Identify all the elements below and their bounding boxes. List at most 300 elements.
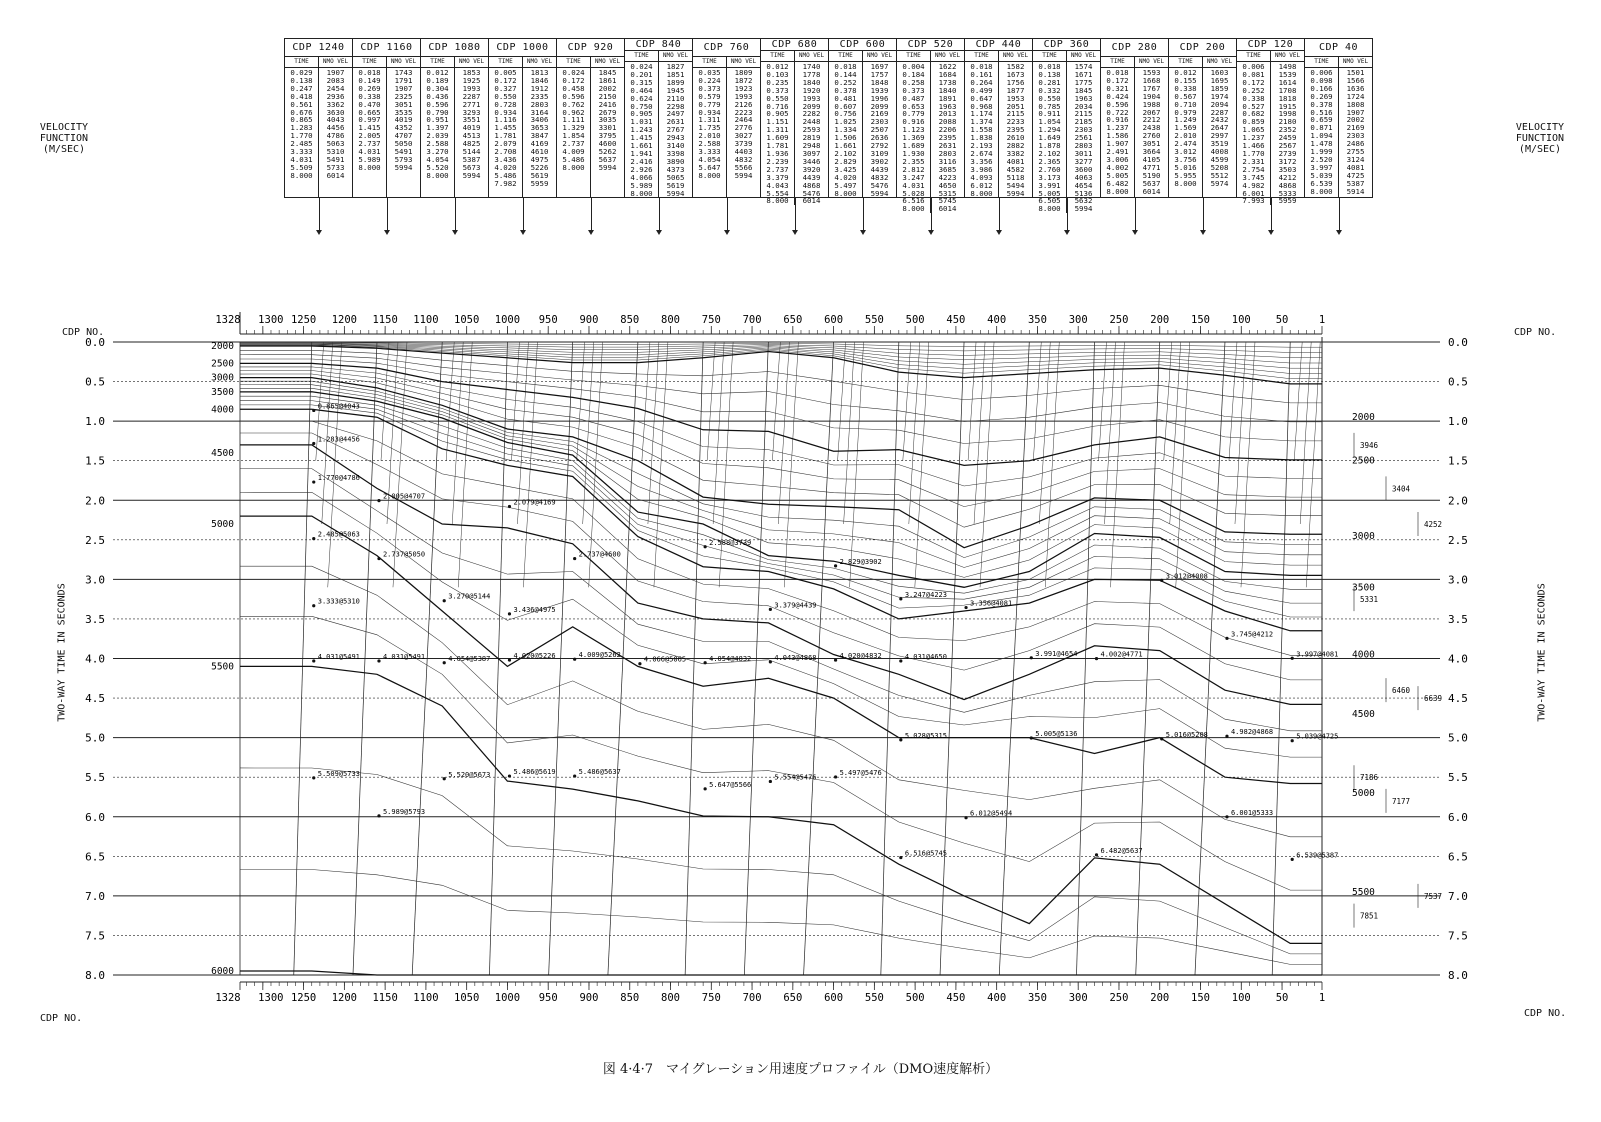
- pick-marker: [899, 659, 902, 662]
- pick-annotation: 5.039@4725: [1296, 732, 1339, 741]
- vel-header: NMO VEL: [662, 52, 689, 59]
- function-trace-minor: [1033, 342, 1041, 461]
- time-tick-label-left: 4.5: [85, 692, 105, 706]
- pick-annotation: 3.379@4439: [774, 601, 817, 610]
- cdp-tick-label-bottom: 1000: [494, 992, 521, 1004]
- pick-annotation: 4.054@5387: [448, 654, 491, 663]
- pick-annotation: 4.031@5491: [382, 652, 426, 661]
- vel-header: NMO VEL: [526, 58, 553, 65]
- function-trace-minor: [517, 342, 528, 524]
- y-axis-title-left: TWO-WAY TIME IN SECONDS: [56, 583, 68, 722]
- pick-annotation: 6.516@5745: [904, 849, 947, 858]
- velocity-values: 1907 2083 2454 2936 3362 3630 4043 4456 4786 5063 5310 5491 5733 6014: [326, 68, 345, 180]
- time-header: TIME: [1033, 51, 1067, 61]
- y-axis-title-right: TWO-WAY TIME IN SECONDS: [1536, 583, 1548, 722]
- velocity-function-cdp: CDP 1080: [421, 39, 488, 57]
- pick-marker: [899, 856, 902, 859]
- function-trace-minor: [772, 342, 780, 461]
- time-header: TIME: [965, 51, 999, 61]
- cdp-tick-label-bottom: 1100: [413, 992, 439, 1004]
- function-trace-minor: [458, 342, 472, 587]
- velocity-contour-minor: [240, 870, 1322, 965]
- cdp-axis-label-top-left: CDP NO.: [62, 327, 105, 338]
- pick-annotation: 4.054@4832: [709, 654, 752, 663]
- vf-label-line: FUNCTION: [39, 133, 89, 144]
- cdp-tick-label-top: 1200: [331, 314, 358, 326]
- velocity-values: 1740 1778 1840 1920 1993 2099 2282 2448 2593 2819 2948 3097 3446 3920 4439 4868 5476 6014: [802, 62, 821, 206]
- time-tick-label-left: 5.0: [85, 731, 105, 745]
- cdp-tick-label-bottom: 700: [742, 992, 762, 1004]
- pick-marker: [1030, 736, 1033, 739]
- velocity-label-right: 5500: [1352, 886, 1375, 898]
- vel-header: NMO VEL: [322, 58, 349, 65]
- time-values: 0.018 0.138 0.281 0.332 0.550 0.785 0.911 1.054 1.294 1.649 1.878 2.102 2.365 2.760 3.173 3.991 5.005 6.505 8.000: [1033, 62, 1067, 213]
- velocity-function-cdp: CDP 920: [557, 39, 624, 57]
- time-header: TIME: [489, 57, 523, 67]
- function-trace-minor: [1294, 342, 1302, 461]
- cdp-tick-label-top: 800: [661, 314, 681, 326]
- cdp-tick-label-bottom: 600: [824, 992, 844, 1004]
- time-values: 0.012 0.155 0.338 0.567 0.710 0.979 1.249 1.569 2.010 2.474 3.012 3.756 5.016 5.955 8.000: [1169, 68, 1203, 197]
- pick-annotation: 3.012@4008: [1165, 572, 1208, 581]
- velocity-label-right: 2000: [1352, 412, 1375, 424]
- cdp-tick-label-top: 100: [1231, 314, 1251, 326]
- pick-marker: [1291, 858, 1294, 861]
- pick-annotation: 3.333@5310: [317, 597, 360, 606]
- pick-marker: [1225, 815, 1228, 818]
- cdp-tick-label-bottom: 1: [1318, 992, 1326, 1004]
- velocity-label-left: 6000: [211, 966, 234, 978]
- function-trace-minor: [1176, 342, 1190, 587]
- pick-annotation: 5.005@5136: [1035, 730, 1078, 739]
- function-trace-minor: [1111, 342, 1125, 587]
- time-header: TIME: [1101, 57, 1135, 67]
- velocity-contour: [240, 666, 1322, 943]
- velocity-label-outer: 7177: [1392, 796, 1411, 806]
- cdp-tick-label-top: 950: [538, 314, 558, 326]
- vf-label-line: (M/SEC): [1518, 144, 1562, 155]
- velocity-label-left: 2000: [211, 340, 234, 352]
- cdp-tick-label-top: 600: [824, 314, 844, 326]
- time-tick-label-right: 7.0: [1448, 889, 1468, 903]
- pick-annotation: 0.865@4043: [317, 402, 360, 411]
- function-trace-minor: [648, 342, 659, 524]
- pick-marker: [1160, 579, 1163, 582]
- pick-annotation: 2.737@4600: [578, 550, 621, 559]
- vel-header: NMO VEL: [866, 52, 893, 59]
- time-tick-label-right: 3.5: [1448, 612, 1468, 626]
- velocity-label-outer: 4252: [1424, 519, 1443, 529]
- pick-annotation: 3.270@5144: [448, 592, 491, 601]
- velocity-label-right: 4000: [1352, 649, 1375, 661]
- pick-annotation: 3.436@4975: [513, 605, 556, 614]
- pick-marker: [834, 775, 837, 778]
- pick-annotation: 5.016@5208: [1165, 730, 1208, 739]
- pick-marker: [573, 658, 576, 661]
- velocity-contour: [240, 971, 1322, 975]
- velocity-label-left: 5500: [211, 661, 234, 673]
- function-trace-minor: [784, 342, 798, 587]
- function-trace-minor: [707, 342, 715, 461]
- cdp-tick-label-top: 450: [946, 314, 966, 326]
- time-values: 0.035 0.224 0.373 0.579 0.779 0.934 1.311 1.735 2.010 2.588 3.333 4.054 5.647 8.000: [693, 68, 727, 197]
- cdp-tick-label-bottom: 850: [620, 992, 640, 1004]
- cdp-tick-label-top: 1000: [494, 314, 521, 326]
- function-trace-minor: [1099, 342, 1107, 461]
- vel-header: NMO VEL: [1342, 58, 1369, 65]
- time-tick-label-left: 1.0: [85, 415, 105, 429]
- time-tick-label-right: 0.0: [1448, 336, 1468, 349]
- vel-header: NMO VEL: [1206, 58, 1233, 65]
- velocity-label-outer: 3404: [1392, 484, 1411, 494]
- function-trace-minor: [328, 342, 342, 587]
- time-tick-label-left: 3.0: [85, 573, 105, 587]
- pick-marker: [1095, 853, 1098, 856]
- pick-marker: [769, 780, 772, 783]
- pick-annotation: 5.028@5315: [904, 731, 947, 740]
- vf-label-line: (M/SEC): [42, 144, 86, 155]
- cdp-tick-label-top: 1: [1318, 314, 1326, 326]
- time-values: 0.006 0.081 0.172 0.252 0.338 0.527 0.682 0.859 1.065 1.237 1.466 1.770 2.331 2.754 3.745 4.982 6.001 7.993: [1237, 62, 1271, 205]
- pick-marker: [899, 738, 902, 741]
- pick-annotation: 5.989@5793: [382, 807, 426, 816]
- time-tick-label-left: 7.0: [85, 889, 105, 903]
- time-tick-label-left: 2.0: [85, 494, 105, 508]
- cdp-axis-label-bottom-left: CDP NO.: [40, 1013, 83, 1024]
- pick-annotation: 5.486@5619: [513, 768, 556, 777]
- time-tick-label-left: 3.5: [85, 612, 105, 626]
- velocity-contour: [240, 378, 1322, 548]
- function-trace-minor: [713, 342, 724, 524]
- pick-marker: [312, 442, 315, 445]
- pick-annotation: 5.554@5476: [774, 773, 817, 782]
- pick-marker: [1225, 735, 1228, 738]
- velocity-values: 1845 1861 2002 2150 2416 2679 3035 3301 3795 4600 5262 5637 5994: [598, 68, 617, 172]
- time-values: 0.012 0.189 0.304 0.436 0.596 0.790 0.951 1.397 2.039 2.588 3.270 4.054 5.520 8.000: [421, 68, 455, 197]
- time-values: 0.018 0.149 0.269 0.338 0.470 0.665 0.997 1.415 2.005 2.737 4.031 5.989 8.000: [353, 68, 387, 197]
- cdp-tick-label-top: 400: [987, 314, 1007, 326]
- time-header: TIME: [1237, 51, 1271, 61]
- cdp-tick-label-top: 1150: [372, 314, 398, 326]
- velocity-values: 1501 1566 1636 1724 1808 1907 2002 2169 2303 2486 2755 3124 4081 4725 5387 5914: [1346, 68, 1365, 196]
- pick-marker: [1225, 637, 1228, 640]
- velocity-function-cdp: CDP 1240: [285, 39, 352, 57]
- pick-annotation: 5.520@5673: [448, 770, 491, 779]
- cdp-tick-label-bottom: 1328: [215, 992, 241, 1004]
- time-values: 0.018 0.172 0.321 0.424 0.596 0.722 0.916 1.237 1.586 1.907 2.491 3.006 4.002 5.005 6.482 8.000: [1101, 68, 1135, 197]
- velocity-label-right: 4500: [1352, 708, 1375, 720]
- pick-marker: [769, 660, 772, 663]
- pick-marker: [638, 662, 641, 665]
- pick-annotation: 2.737@5050: [382, 550, 426, 559]
- velocity-values: 1809 1872 1923 1993 2126 2223 2464 2776 3027 3739 4403 4832 5566 5994: [734, 68, 753, 180]
- time-values: 0.012 0.103 0.235 0.373 0.550 0.716 0.905 1.151 1.311 1.609 1.781 1.936 2.239 2.737 3.379 4.043 5.554 8.000: [761, 62, 795, 205]
- velocity-label-left: 4500: [211, 447, 234, 459]
- pick-marker: [377, 814, 380, 817]
- cdp-tick-label-top: 1050: [454, 314, 480, 326]
- cdp-tick-label-top: 650: [783, 314, 803, 326]
- pick-annotation: 2.005@4707: [382, 492, 426, 501]
- function-trace-minor: [1229, 342, 1237, 461]
- time-tick-label-left: 5.5: [85, 771, 105, 785]
- pick-annotation: 5.509@5733: [317, 769, 360, 778]
- time-tick-label-left: 6.0: [85, 810, 105, 824]
- cdp-tick-label-bottom: 900: [579, 992, 599, 1004]
- cdp-tick-label-top: 550: [864, 314, 884, 326]
- figure-caption: 図 4·4·7 マイグレーション用速度プロファイル（DMO速度解析）: [602, 1062, 999, 1077]
- pick-marker: [964, 816, 967, 819]
- time-tick-label-right: 5.0: [1448, 731, 1468, 745]
- cdp-tick-label-top: 1300: [258, 314, 284, 326]
- time-tick-label-left: 0.5: [85, 375, 105, 389]
- pick-annotation: 4.031@5491: [317, 652, 360, 661]
- cdp-tick-label-top: 150: [1191, 314, 1210, 326]
- vel-header: NMO VEL: [730, 58, 757, 65]
- time-values: 0.024 0.201 0.315 0.464 0.624 0.750 0.905 1.031 1.243 1.415 1.661 1.941 2.416 2.926 4.066 5.989 8.000: [625, 62, 659, 197]
- cdp-tick-label-bottom: 650: [783, 992, 803, 1004]
- pick-marker: [573, 774, 576, 777]
- pick-annotation: 6.539@5387: [1296, 851, 1339, 860]
- cdp-tick-label-bottom: 350: [1027, 992, 1047, 1004]
- time-tick-label-right: 1.0: [1448, 415, 1468, 429]
- pick-annotation: 2.485@5063: [317, 530, 360, 539]
- velocity-function-cdp: CDP 280: [1101, 39, 1168, 57]
- pick-marker: [443, 777, 446, 780]
- cdp-tick-label-bottom: 400: [987, 992, 1007, 1004]
- time-tick-label-left: 0.0: [85, 336, 105, 349]
- pick-annotation: 4.020@4832: [839, 652, 882, 661]
- pick-marker: [1291, 657, 1294, 660]
- pick-marker: [312, 537, 315, 540]
- velocity-values: 1697 1757 1848 1939 1996 2099 2169 2303 2507 2636 2792 3109 3902 4439 4832 5476 5994: [870, 62, 889, 198]
- velocity-values: 1853 1925 1993 2287 2771 3293 3551 4019 4513 4825 5144 5387 5673 5994: [462, 68, 481, 180]
- function-trace-minor: [778, 342, 789, 524]
- velocity-label-outer: 5331: [1360, 595, 1379, 605]
- vel-header: NMO VEL: [390, 58, 417, 65]
- pick-marker: [312, 480, 315, 483]
- vel-header: NMO VEL: [934, 52, 961, 59]
- pick-marker: [1030, 656, 1033, 659]
- cdp-tick-label-bottom: 250: [1109, 992, 1129, 1004]
- velocity-label-right: 3500: [1352, 582, 1375, 594]
- vf-label-line: VELOCITY: [39, 122, 89, 133]
- pick-annotation: 2.588@3739: [709, 538, 752, 547]
- time-tick-label-left: 1.5: [85, 454, 105, 468]
- pick-marker: [899, 597, 902, 600]
- cdp-tick-label-bottom: 150: [1191, 992, 1210, 1004]
- function-trace-minor: [903, 342, 911, 461]
- pick-annotation: 4.020@5226: [513, 652, 556, 661]
- velocity-contour-minor: [240, 768, 1322, 954]
- time-tick-label-right: 3.0: [1448, 573, 1468, 587]
- time-header: TIME: [693, 57, 727, 67]
- pick-marker: [443, 661, 446, 664]
- vel-header: NMO VEL: [1138, 58, 1165, 65]
- time-tick-label-right: 6.5: [1448, 850, 1468, 864]
- pick-annotation: 6.012@5494: [970, 809, 1013, 818]
- cdp-tick-label-top: 1250: [290, 314, 317, 326]
- time-header: TIME: [353, 57, 387, 67]
- vel-header: NMO VEL: [798, 52, 825, 59]
- vf-label-line: VELOCITY: [1515, 122, 1565, 133]
- time-tick-label-left: 4.0: [85, 652, 105, 666]
- function-trace-minor: [446, 342, 454, 461]
- time-tick-label-left: 2.5: [85, 533, 105, 547]
- time-header: TIME: [829, 51, 863, 61]
- velocity-label-right: 3000: [1352, 530, 1375, 542]
- pick-marker: [834, 658, 837, 661]
- time-header: TIME: [1169, 57, 1203, 67]
- function-trace-minor: [1164, 342, 1172, 461]
- pick-marker: [312, 604, 315, 607]
- pick-marker: [508, 612, 511, 615]
- pick-annotation: 4.066@5065: [643, 655, 687, 664]
- time-tick-label-right: 2.0: [1448, 494, 1468, 508]
- time-tick-label-right: 1.5: [1448, 454, 1468, 468]
- pick-annotation: 6.482@5637: [1100, 846, 1143, 855]
- cdp-tick-label-top: 250: [1109, 314, 1129, 326]
- cdp-tick-label-bottom: 100: [1231, 992, 1251, 1004]
- time-tick-label-right: 2.5: [1448, 533, 1468, 547]
- velocity-label-left: 2500: [211, 358, 234, 370]
- time-tick-label-right: 4.5: [1448, 692, 1468, 706]
- pick-marker: [312, 659, 315, 662]
- cdp-tick-label-bottom: 550: [864, 992, 884, 1004]
- velocity-function-cdp: CDP 760: [693, 39, 760, 57]
- cdp-tick-label-bottom: 200: [1150, 992, 1170, 1004]
- cdp-tick-label-top: 50: [1275, 314, 1289, 326]
- velocity-label-left: 5000: [211, 518, 234, 530]
- time-tick-label-right: 4.0: [1448, 652, 1468, 666]
- pick-marker: [443, 599, 446, 602]
- pick-annotation: 4.982@4868: [1230, 728, 1274, 737]
- time-values: 0.024 0.172 0.458 0.596 0.762 0.962 1.111 1.329 1.854 2.737 4.009 5.486 8.000: [557, 68, 591, 197]
- time-values: 0.018 0.161 0.264 0.499 0.647 0.968 1.174 1.374 1.558 1.838 2.193 2.674 3.356 3.986 4.093 6.012 8.000: [965, 62, 999, 197]
- time-tick-label-left: 7.5: [85, 929, 105, 943]
- velocity-contour-minor: [240, 469, 1322, 731]
- cdp-tick-label-bottom: 1150: [372, 992, 398, 1004]
- velocity-values: 1498 1539 1614 1708 1818 1915 1998 2180 2352 2459 2567 2739 3172 3503 4212 4868 5333 5959: [1278, 62, 1297, 206]
- time-values: 0.029 0.138 0.247 0.418 0.561 0.676 0.865 1.283 1.770 2.485 3.333 4.031 5.509 8.000: [285, 68, 319, 197]
- pick-annotation: 1.283@4456: [317, 435, 360, 444]
- pick-annotation: 5.497@5476: [839, 768, 882, 777]
- pick-marker: [508, 505, 511, 508]
- cdp-axis-label-top-right: CDP NO.: [1514, 327, 1557, 338]
- function-trace-minor: [654, 342, 668, 587]
- pick-marker: [704, 545, 707, 548]
- velocity-label-left: 4000: [211, 404, 234, 416]
- function-trace-minor: [974, 342, 985, 524]
- pick-marker: [1095, 657, 1098, 660]
- pick-annotation: 3.745@4212: [1230, 630, 1274, 639]
- velocity-label-outer: 3946: [1360, 440, 1379, 450]
- pick-marker: [704, 661, 707, 664]
- time-header: TIME: [557, 57, 591, 67]
- cdp-tick-label-bottom: 1200: [331, 992, 358, 1004]
- velocity-function-cdp: CDP 840: [625, 39, 692, 51]
- function-trace-minor: [322, 342, 333, 524]
- cdp-tick-label-bottom: 950: [538, 992, 558, 1004]
- cdp-tick-label-top: 700: [742, 314, 762, 326]
- time-values: 0.005 0.172 0.327 0.550 0.728 0.934 1.116 1.455 1.781 2.079 2.708 3.436 4.020 5.486 7.982: [489, 68, 523, 197]
- cdp-tick-label-bottom: 1300: [258, 992, 284, 1004]
- cdp-tick-label-top: 350: [1027, 314, 1047, 326]
- pick-marker: [834, 564, 837, 567]
- pick-marker: [769, 608, 772, 611]
- cdp-tick-label-top: 1100: [413, 314, 439, 326]
- cdp-tick-label-top: 900: [579, 314, 599, 326]
- pick-marker: [573, 557, 576, 560]
- time-tick-label-left: 8.0: [85, 969, 105, 982]
- pick-marker: [312, 776, 315, 779]
- vel-header: NMO VEL: [594, 58, 621, 65]
- pick-annotation: 4.043@4868: [774, 653, 817, 662]
- time-header: TIME: [421, 57, 455, 67]
- pick-annotation: 3.247@4223: [904, 590, 947, 599]
- velocity-contour: [240, 409, 1322, 631]
- velocity-values: 1743 1791 1907 2325 3051 3535 4019 4352 4707 5050 5491 5793 5994: [394, 68, 413, 172]
- pick-marker: [377, 499, 380, 502]
- pick-marker: [964, 606, 967, 609]
- vel-header: NMO VEL: [1002, 52, 1029, 59]
- cdp-tick-label-bottom: 1250: [290, 992, 317, 1004]
- time-header: TIME: [897, 51, 931, 61]
- time-tick-label-left: 6.5: [85, 850, 105, 864]
- velocity-values: 1574 1671 1775 1845 1963 2034 2115 2185 2303 2561 2803 3011 3277 3600 4063 4654 5136 5632 5994: [1074, 62, 1093, 214]
- function-trace-minor: [915, 342, 929, 587]
- pick-marker: [377, 659, 380, 662]
- time-tick-label-right: 0.5: [1448, 375, 1468, 389]
- velocity-label-outer: 6460: [1392, 686, 1411, 696]
- cdp-tick-label-top: 1328: [215, 314, 241, 326]
- velocity-label-left: 3500: [211, 386, 234, 398]
- velocity-function-cdp: CDP 520: [897, 39, 964, 51]
- cdp-tick-label-bottom: 450: [946, 992, 966, 1004]
- velocity-function-cdp: CDP 120: [1237, 39, 1304, 51]
- vel-header: NMO VEL: [458, 58, 485, 65]
- velocity-contour-minor: [240, 492, 1322, 757]
- cdp-tick-label-bottom: 800: [661, 992, 681, 1004]
- velocity-function-cdp: CDP 40: [1305, 39, 1372, 57]
- cdp-tick-label-top: 750: [701, 314, 721, 326]
- pick-annotation: 6.001@5333: [1230, 808, 1274, 817]
- pick-annotation: 4.002@4771: [1100, 650, 1143, 659]
- velocity-label-right: 5000: [1352, 788, 1375, 800]
- velocity-values: 1593 1668 1767 1904 1988 2067 2212 2438 2760 3051 3664 4105 4771 5190 5637 6014: [1142, 68, 1161, 196]
- cdp-tick-label-bottom: 50: [1275, 992, 1289, 1004]
- velocity-label-left: 3000: [211, 372, 234, 384]
- time-values: 0.006 0.098 0.166 0.269 0.378 0.516 0.659 0.871 1.094 1.478 1.999 2.520 3.997 5.039 6.539 8.000: [1305, 68, 1339, 197]
- time-tick-label-right: 5.5: [1448, 771, 1468, 785]
- cdp-tick-label-top: 200: [1150, 314, 1170, 326]
- velocity-contour-minor: [240, 421, 1322, 655]
- velocity-values: 1827 1851 1899 1945 2110 2298 2497 2631 2767 2943 3140 3398 3890 4373 5065 5619 5994: [666, 62, 685, 198]
- cdp-tick-label-top: 850: [620, 314, 640, 326]
- pick-annotation: 4.031@4650: [904, 652, 947, 661]
- time-header: TIME: [1305, 57, 1339, 67]
- velocity-label-outer: 7186: [1360, 773, 1379, 783]
- cdp-tick-label-bottom: 1050: [454, 992, 480, 1004]
- pick-marker: [312, 409, 315, 412]
- velocity-values: 1622 1684 1738 1840 1891 1963 2013 2088 2206 2395 2631 2803 3116 3685 4223 4650 5315 5745 6014: [938, 62, 957, 214]
- velocity-values: 1813 1846 1912 2335 2803 3164 3406 3653 3847 4169 4610 4975 5226 5619 5959: [530, 68, 549, 188]
- cdp-tick-label-top: 300: [1068, 314, 1088, 326]
- pick-annotation: 3.997@4081: [1296, 650, 1339, 659]
- velocity-function-cdp: CDP 200: [1169, 39, 1236, 57]
- pick-marker: [704, 787, 707, 790]
- cdp-axis-label-bottom-right: CDP NO.: [1524, 1008, 1567, 1019]
- time-values: 0.018 0.144 0.252 0.378 0.481 0.607 0.756 1.025 1.334 1.506 1.661 2.102 2.829 3.425 4.020 5.497 8.000: [829, 62, 863, 197]
